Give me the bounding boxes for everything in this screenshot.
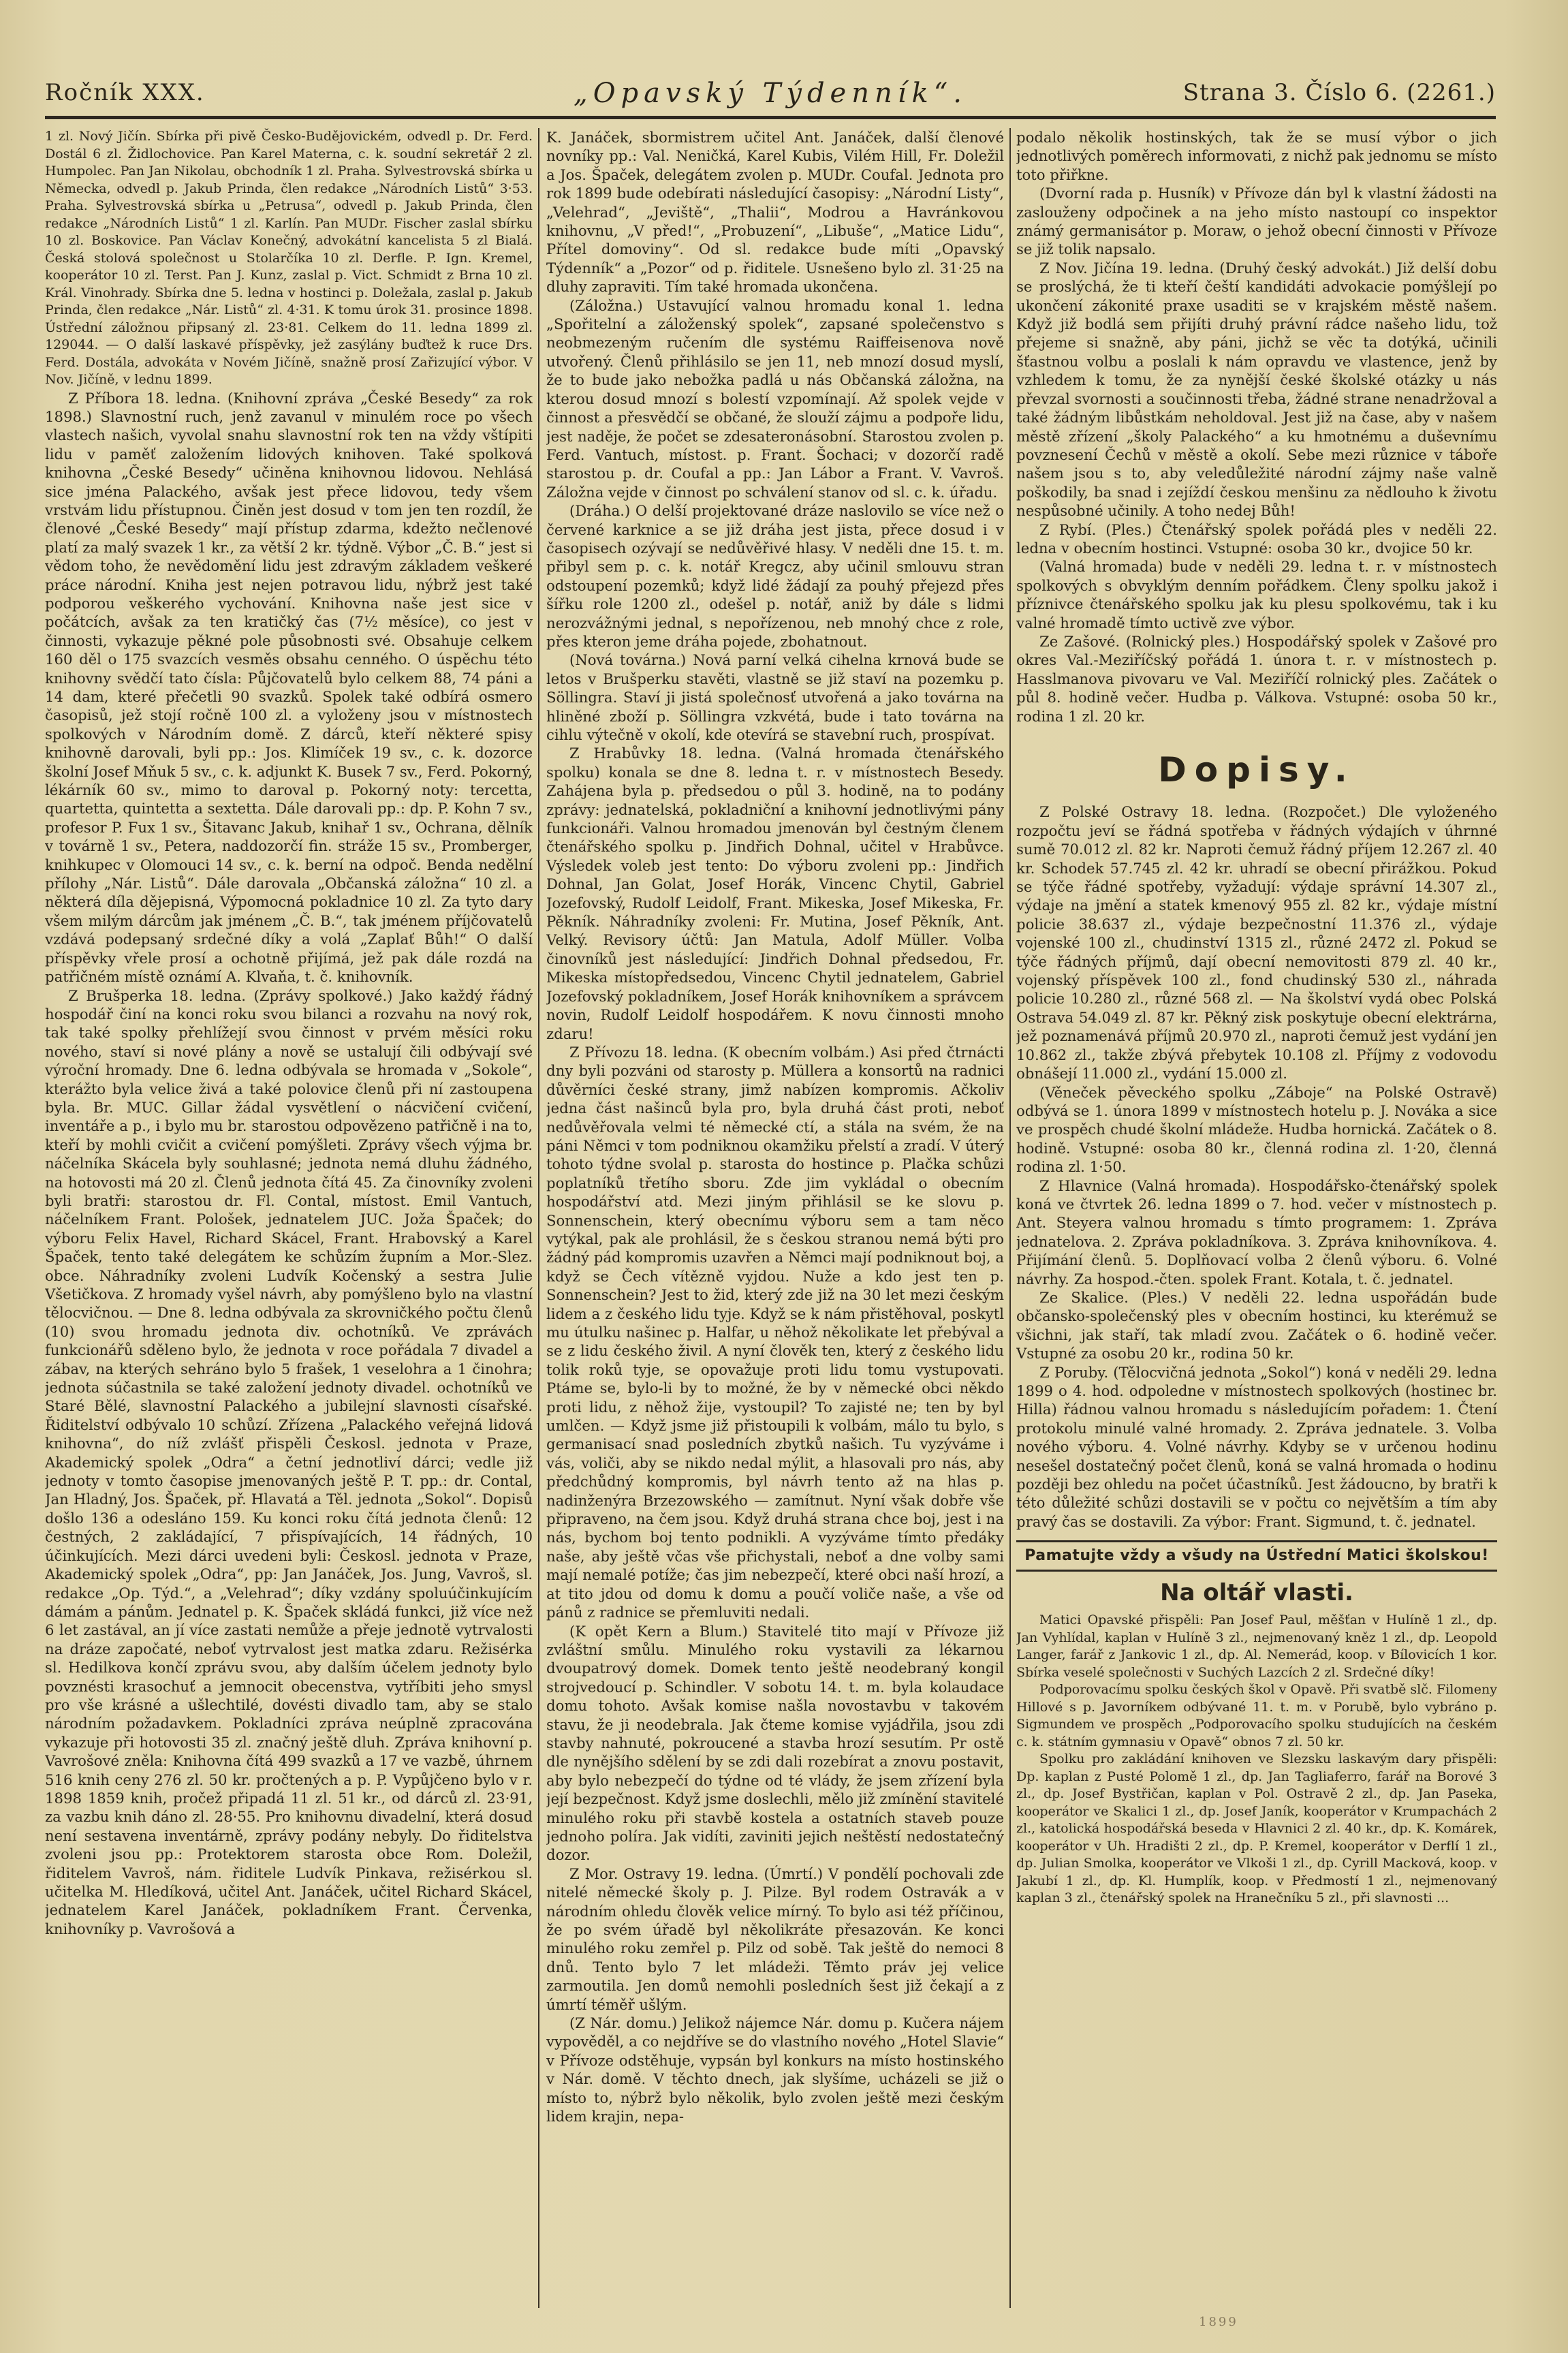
article-paragraph: (Záložna.) Ustavující valnou hromadu konal 1. ledna „Spořitelní a záloženský spolek“, zapsané společenstvo s neobmezeným ručením dle systému Raiffeisenova nově utvořený. Členů přihlásilo se jen 11, neb mnozí dosud myslí, že to bude jako nebožka padlá u nás Občanská záložna, na kterou dosud mnozí s bolestí vzpomínají. Až spolek vejde v činnost a přesvědčí se občané, že slouží zájmu a podpoře lidu, jest naděje, že počet se zdesateronásobní. Starostou zvolen p. Ferd. Vantuch, místost. p. Frant. Šochaci; v dozorčí radě starostou p. dr. Coufal a pp.: Jan Lábor a Frant. V. Vavroš. Záložna vejde v činnost po schválení stanov od sl. c. k. úřadu. bbox=[546, 296, 1004, 501]
article-paragraph: Z Hlavnice (Valná hromada). Hospodářsko-čtenářský spolek koná ve čtvrtek 26. ledna 1899 o 7. hod. večer v místnostech p. Ant. Steyera valnou hromadu s tímto programem: 1. Zpráva jednatelova. 2. Zpráva pokladníkova. 3. Zpráva knihovníkova. 4. Přijímání členů. 5. Doplňovací volba 2 členů výboru. 6. Volné návrhy. Za hospod.-čten. spolek Frant. Kotala, t. č. jednatel. bbox=[1016, 1176, 1497, 1288]
newspaper-title: „Opavský Týdenník“. bbox=[574, 78, 967, 109]
article-paragraph: Podporovacímu spolku českých škol v Opavě. Při svatbě slč. Filomeny Hillové s p. Javorníkem odbývané 11. t. m. v Porubě, bylo vybráno p. Sigmundem ve prospěch „Podporovacího spolku studujících na českém c. k. státním gymnasiu v Opavě“ obnos 7 zl. 50 kr. bbox=[1016, 1682, 1497, 1749]
article-paragraph: (Z Nár. domu.) Jelikož nájemce Nár. domu p. Kučera nájem vypověděl, a co nejdříve se do vlastního nového „Hotel Slavie“ v Přívoze odstěhuje, vypsán byl konkurs na místo hostinského v Nár. domě. V těchto dnech, jak slyšíme, ucházeli se již o místo to, nýbrž bylo několik, bylo zvolen ještě mezi českým lidem krajin, nepa- bbox=[546, 2014, 1004, 2125]
column-1 bbox=[45, 128, 533, 2315]
column-2 bbox=[546, 128, 1004, 2315]
article-paragraph: (Valná hromada) bude v neděli 29. ledna t. r. v místnostech spolkových s obvyklým denním pořádkem. Členy spolku jakož i příznivce čtenářského spolku jak ku plesu spolkovému, tak i ku valné hromadě tímto uctivě zve výbor. bbox=[1016, 558, 1497, 632]
article-paragraph: (K opět Kern a Blum.) Stavitelé tito mají v Přívoze již zvláštní smůlu. Minulého roku vystavili za lékarnou dvoupatrový domek. Domek tento ještě neodebraný kongil strojvedoucí p. Schindler. V sobotu 14. t. m. byla kolaudace domu tohoto. Avšak komise našla novostavbu v takovém stavu, že ji neodebrala. Jak čteme komise vyjádřila, jsou zdi stavby nahnuté, pokroucené a stavba hrozí sesutím. Pr ostě dle nynějšího sdělení by se zdi dali rozebírat a znovu postavit, aby bylo nebezpečí do týdne od té vlády, že jsem zřízení byla její bezpečnost. Když jsme doslechli, mělo již zmínění stavitelé minulého roku při stavbě kostela a ostatních staveb pouze jednoho políra. Jak vidíti, zaviniti jejich neštěstí nedostatečný dozor. bbox=[546, 1622, 1004, 1864]
article-paragraph: Z Příbora 18. ledna. (Knihovní zpráva „České Besedy“ za rok 1898.) Slavnostní ruch, jenž zavanul v minulém roce po všech vlastech našich, vyvolal snahu slavnostní rok ten na vždy vštípiti lidu v paměť založením lidových knihoven. Také spolková knihovna „České Besedy“ učiněna knihovnou lidovou. Nehlásá sice jména Palackého, avšak jest přece lidovou, tedy všem vrstvám lidu přístupnou. Činěn jest dosud v tom jen ten rozdíl, že členové „České Besedy“ mají přístup zdarma, kdežto nečlenové platí za malý svazek 1 kr., za větší 2 kr. týdně. Výbor „Č. B.“ jest si vědom toho, že nevědomění lidu jest zdravým základem veškeré práce národní. Kniha jest nejen potravou lidu, nýbrž jest také podporou veškerého vychování. Knihovna naše jest sice v počátcích, avšak za ten kratičký čas (7½ měsíce), co jest v činnosti, vykazuje pěkné pole působnosti své. Obsahuje celkem 160 děl o 175 svazcích vesměs obsahu cenného. O úspěchu této knihovny svědčí tato čísla: Půjčovatelů bylo celkem 88, 74 páni a 14 dam, které přečetli 90 svazků. Spolek také odbírá osmero časopisů, jež stojí ročně 100 zl. a vyloženy jsou v místnostech spolkových v Národním domě. Z dárců, kteří některé spisy knihovně darovali, byli pp.: Jos. Klimíček 19 sv., c. k. dozorce školní Josef Mňuk 5 sv., c. k. adjunkt K. Busek 7 sv., Ferd. Pokorný, lékárník 60 sv., mimo to daroval p. Pokorný noty: tercetta, quartetta, quintetta a sextetta. Dále darovali pp.: dp. P. Kohn 7 sv., profesor P. Fux 1 sv., Šitavanc Jakub, knihař 1 sv., Ochrana, dělník v továrně 1 sv., Petera, naddozorčí fin. stráže 15 sv., Promberger, knihkupec v Olomouci 14 sv., c. k. berní na odpoč. Benda nedělní přílohy „Nár. Listů“. Dále darovala „Občanská záložna“ 10 zl. a některá díla dějepisná, Výpomocná pokladnice 10 zl. Za tyto dary všem milým dárcům jak jménem „Č. B.“, tak jménem příjčovatelů vzdává podepsaný srdečné díky a volá „Zaplať Bůh!“ O další příspěvky vřele prosí a ochotně přijímá, jež pak dále rozdá na patřičném místě oznámí A. Klvaňa, t. č. knihovník. bbox=[45, 389, 533, 986]
article-paragraph: K. Janáček, sbormistrem učitel Ant. Janáček, další členové novníky pp.: Val. Neničká, Karel Kubis, Vilém Hill, Fr. Doležil a Jos. Špaček, delegátem zvolen p. MUDr. Coufal. Jednota pro rok 1899 bude odebírati následující časopisy: „Národní Listy“, „Velehrad“, „Jeviště“, „Thalii“, Modrou a Havránkovou knihovnu, „V před!“, „Probuzení“, „Libuše“, „Matice Lidu“, Přítel domoviny“. Od sl. redakce bude míti „Opavský Týdenník“ a „Pozor“ od p. řiditele. Usnešeno bylo zl. 31·25 na dluhy zapraviti. Tím také hromada ukončena. bbox=[546, 129, 1004, 296]
matice-notice: Pamatujte vždy a všudy na Ústřední Matici školskou! bbox=[1016, 1540, 1497, 1571]
article-paragraph: (Dráha.) O delší projektované dráze naslovilo se více než o červené karknice a se již dráha jest jista, přece dosud i v časopisech ozývají se nedůvěřivé hlasy. V neděli dne 15. t. m. přibyl sem p. c. k. notář Kregcz, aby učinil smlouvu stran odstoupení pozemků; když lidé žádají za pouhý přejezd přes šířku role 1200 zl., odešel p. notář, aniž by dále s lidmi nerozvážnými jednal, s nepořízenou, neb mnohý chce z role, přes kteron jeme dráha pojede, zbohatnout. bbox=[546, 502, 1004, 650]
article-paragraph: Z Rybí. (Ples.) Čtenářský spolek pořádá ples v neděli 22. ledna v obecním hostinci. Vstupné: osoba 30 kr., dvojice 50 kr. bbox=[1016, 520, 1497, 557]
article-paragraph: Z Hrabůvky 18. ledna. (Valná hromada čtenářského spolku) konala se dne 8. ledna t. r. v místnostech Besedy. Zahájena byla p. předsedou o půl 3. hodině, na to podány zprávy: jednatelská, pokladniční a knihovní jednotlivými pány funkcionáři. Valnou hromadou jmenován byl čestným členem čtenářského spolku p. Jindřich Dohnal, učitel v Hrabůvce. Výsledek voleb jest tento: Do výboru zvoleni pp.: Jindřich Dohnal, Jan Golat, Josef Horák, Vincenc Chytil, Gabriel Jozefovský, Rudolf Leidolf, Frant. Mikeska, Josef Mikeska, Fr. Pěkník. Náhradníky zvoleni: Fr. Mutina, Josef Pěkník, Ant. Velký. Revisory účtů: Jan Matula, Adolf Müller. Volba činovníků jest následující: Jindřich Dohnal předsedou, Fr. Mikeska místopředsedou, Vincenc Chytil jednatelem, Gabriel Jozefovský pokladníkem, Josef Horák knihovníkem a správcem novin, Rudolf Leidolf hospodářem. K novu činnosti mnoho zdaru! bbox=[546, 745, 1004, 1042]
article-paragraph: Z Mor. Ostravy 19. ledna. (Úmrtí.) V pondělí pochovali zde nitelé německé školy p. J. Pilze. Byl rodem Ostravák a v národním ohledu člověk velice mírný. To bylo asi též příčinou, že po svém úřadě byl několikráte přesazován. Ke konci minulého roku zemřel p. Pilz od sobě. Tak ještě do nemoci 8 dnů. Tento bylo 7 let mládeži. Těmto práv jej velice zarmoutila. Jen domů nemohli posledních šest již čekají a z úmrtí téměř ušlým. bbox=[546, 1865, 1004, 2013]
article-paragraph: Z Nov. Jičína 19. ledna. (Druhý český advokát.) Již delší dobu se proslýchá, že ti kteří čeští kandidáti advokacie pomýšlejí po ukončení zákonité praxe usaditi se v krajském městě našem. Když již bodlá sem přijíti druhý právní rádce našeho lidu, tož přejeme si snažně, aby páni, jichž se věc ta dotýká, učinili šťastnou volbu a poslali k nám opravdu ve vlastence, jenž by vzhledem k tomu, že za nynější české školské otázky u nás převzal svornosti a součinnosti třeba, žádné strane nenadržoval a také žádným libůstkám neholdoval. Jest již na čase, aby v našem městě zřízení „školy Palackého“ a ku hmotnému a duševnímu povznesení Čechů v městě a okolí. Sebe mezi různice v táboře našem jsou s to, aby veledůležité národní zájmy naše valně poškodily, ba snad i zejíždí českou menšinu za nědlouho k životu nespůsobné učinily. A toho nedej Bůh! bbox=[1016, 259, 1497, 520]
article-paragraph: Z Poruby. (Tělocvičná jednota „Sokol“) koná v neděli 29. ledna 1899 o 4. hod. odpoledne v místnostech spolkových (hostinec br. Hilla) řádnou valnou hromadu s následujícím pořadem: 1. Čtení protokolu minulé valné hromady. 2. Zpráva jednatele. 3. Volba nového výboru. 4. Volné návrhy. Kdyby se v určenou hodinu nesešel dostatečný počet členů, koná se valná hromada o hodinu později bez ohledu na počet účastníků. Jest žádoucno, by bratři k této důležité schůzi dostavili se v počtu co největším a tím aby pravý čas se dostavili. Za výbor: Frant. Sigmund, t. č. jednatel. bbox=[1016, 1363, 1497, 1530]
article-paragraph: Spolku pro zakládání knihoven ve Slezsku laskavým dary přispěli: Dp. kaplan z Pusté Polomě 1 zl., dp. Jan Tagliaferro, farář na Borové 3 zl., dp. Josef Bystřičan, kaplan v Pol. Ostravě 2 zl., dp. Jan Paseka, kooperátor ve Skalici 1 zl., dp. Josef Janík, kooperátor v Krumpachách 2 zl., katolická hospodářská beseda v Hlavnici 2 zl. 40 kr., dp. K. Komárek, kooperátor v Uh. Hradišti 2 zl., dp. P. Kremel, kooperátor v Derflí 1 zl., dp. Julian Smolka, kooperátor ve Vlkoši 1 zl., dp. Cyrill Macková, koop. v Jakubí 1 zl., dp. Kl. Humplík, koop. v Předmostí 1 zl., nejmenovaný kaplan 3 zl., čtenářský spolek na Hranečníku 5 zl., při slavnosti ... bbox=[1016, 1751, 1497, 1906]
article-paragraph: Ze Skalice. (Ples.) V neděli 22. ledna uspořádán bude občansko-společenský ples v obecním hostinci, ku kterémuž se všichni, jak staří, tak mladí zvou. Začátek o 6. hodině večer. Vstupné za osobu 20 kr., rodina 50 kr. bbox=[1016, 1288, 1497, 1362]
local-news-section bbox=[1016, 128, 1497, 726]
letters-section bbox=[1016, 802, 1497, 1531]
volume-label: Ročník XXX. bbox=[45, 79, 205, 106]
page-number-label: Strana 3. Číslo 6. (2261.) bbox=[1182, 79, 1496, 106]
article-paragraph: Z Přívozu 18. ledna. (K obecním volbám.) Asi před čtrnácti dny byli pozváni od starosty p. Müllera a konsortů na radnici důvěrníci české strany, jimž nabízen kompromis. Ačkoliv jedna část našinců byla pro, byla druhá část proti, neboť nedůvěřovala velmi té německé ctí, a stála na svém, že na páni Němci v tom podniknou okamžiku přelstí a zradí. V úterý tohoto týdne svolal p. starosta do hostince p. Plačka schůzi poplatníků třetího sboru. Zde jim vykládal o obecním hospodářství atd. Mezi jiným přihlásil se ke slovu p. Sonnenschein, který obecnímu výboru sem a tam něco vytýkal, pak ale prohlásil, že s českou stranou nemá býti pro žádný pád kompromis uzavřen a Němci mají podniknout boj, a když se Čech vítězně vyjdou. Nuže a kdo jest ten p. Sonnenschein? Jest to žid, který zde již na 30 let mezi českým lidem a z českého lidu tyje. Když se k nám přistěhoval, poskytl mu útulku našinec p. Halfar, u něhož několikate let přebýval a se z lidu českého živil. A nyní člověk ten, který z českého lidu tolik roků tyje, se opovažuje proti lidu tomu vystupovati. Ptáme se, bylo-li by to možné, že by v německé obci někdo proti lidu, z něhož žije, vystoupil? To zajisté ne; ten by byl umlčen. — Když jsme již přistoupili k volbám, málo tu bylo, s germanisací snad posledních zbytků našich. Tu vyzýváme i vás, voliči, aby se nikdo nedal mýlit, a hlasovali pro nás, aby předchůdný kompromis, byl návrh tento až na hlas p. nadinženýra Brzezowského — zamítnut. Nyní však dobře vše připraveno, na čem jsou. Když druhá strana chce boj, jest i na nás, bychom boj tento podnikli. A vyzýváme tímto předáky naše, aby ještě včas vše přichystali, neboť a dne volby sami mají nemalé potíže; čas jim nebezpečí, které obci naší hrozí, a at tito jdou od domu k domu a poučí voliče naše, a vše od pánů z radnice se přemluviti nedali. bbox=[546, 1043, 1004, 1621]
column-divider bbox=[538, 128, 539, 2308]
column-divider bbox=[1009, 128, 1011, 2308]
article-paragraph: Z Polské Ostravy 18. ledna. (Rozpočet.) Dle vyloženého rozpočtu jeví se řádná spotřeba v řádných výdajích v úhrnné sumě 70.012 zl. 82 kr. Naproti čemuž řádný příjem 12.267 zl. 40 kr. Schodek 57.745 zl. 42 kr. uhradí se obecní přirážkou. Pokud se týče řádné spotřeby, vyžadují: výdaje správní 14.307 zl., výdaje na jmění a statek kmenový 955 zl. 82 kr., výdaje místní policie 38.637 zl., výdaje bezpečnostní 11.376 zl., výdaje vojenské 100 zl., chudinství 1315 zl., různé 2472 zl. Pokud se týče řádných příjmů, dají obecní nemovitosti 879 zl. 40 kr., vojenský příspěvek 100 zl., fond chudinský 530 zl., náhrada policie 10.280 zl., různé 568 zl. — Na školství vydá obec Polská Ostrava 54.049 zl. 87 kr. Pěkný zisk poskytuje obecní elektrárna, jež poznamenává příjmů 20.970 zl., naproti čemuž jest vydání jen 10.862 zl., takže zbývá přebytek 10.108 zl. Příjmy z vodovodu obnášejí 11.000 zl., vydání 15.000 zl. bbox=[1016, 803, 1497, 1082]
article-paragraph: podalo několik hostinských, tak že se musí výbor o jich jednotlivých poměrech informovati, z nichž pak jednomu se místo toto přiřkne. bbox=[1016, 129, 1497, 183]
article-paragraph: (Nová továrna.) Nová parní velká cihelna krnová bude se letos v Brušperku stavěti, vlastně se již staví na pozemku p. Söllingra. Staví ji jistá společnosť utvořená a jako továrna na hliněné zboží p. Söllingra vzkvétá, bude i tato továrna na cihlu výtečně v okolí, kde otevírá se stavební ruch, prospívat. bbox=[546, 651, 1004, 743]
article-paragraph: Matici Opavské přispěli: Pan Josef Paul, měšťan v Hulíně 1 zl., dp. Jan Vyhlídal, kaplan v Hulíně 3 zl., nejmenovaný kněz 1 zl., dp. Leopold Langer, farář z Jankovic 1 zl., dp. Al. Nemerád, koop. v Bílovicích 1 kor. Sbírka veselé společnosti v Suchých Lazcích 2 zl. Srdečné díky! bbox=[1016, 1612, 1497, 1680]
dopisy-heading: Dopisy. bbox=[1158, 750, 1355, 790]
footer-mark: 1899 bbox=[1199, 2315, 1238, 2329]
article-paragraph: (Dvorní rada p. Husník) v Přívoze dán byl k vlastní žádosti na zaslouženy odpočinek a na jeho místo nastoupí co inspektor známý germanisátor p. Moraw, o jehož obecní činnosti v Přívoze se již tolik napsalo. bbox=[1016, 185, 1497, 258]
article-paragraph: 1 zl. Nový Jičín. Sbírka při pivě Česko-Budějovickém, odvedl p. Dr. Ferd. Dostál 6 zl. Židlochovice. Pan Karel Materna, c. k. soudní sekretář 2 zl. Humpolec. Pan Jan Nikolau, obchodník 1 zl. Praha. Sylvestrovská sbírka u Německa, odvedl p. Jakub Prinda, člen redakce „Národních Listů“ 3·53. Praha. Sylvestrovská sbírka u „Petrusa“, odvedl p. Jakub Prinda, člen redakce „Národních Listů“ 1 zl. Karlín. Pan MUDr. Fischer zaslal sbírku 10 zl. Boskovice. Pan Václav Konečný, advokátní kancelista 5 zl Bialá. Česká stolová společnost u Stolarčíka 10 zl. Derfle. P. Ign. Kremel, kooperátor 10 zl. Terst. Pan J. Kunz, zaslal p. Vict. Schmidt z Brna 10 zl. Král. Vinohrady. Sbírka dne 5. ledna v hostinci p. Doležala, zaslal p. Jakub Prinda, člen redakce „Nár. Listů“ zl. 4·31. K tomu úrok 31. prosince 1898. Ústřední záložnou připsaný zl. 23·81. Celkem do 11. ledna 1899 zl. 129044. — O další laskavé příspěvky, jež zasýlány buďtež k ruce Drs. Ferd. Dostála, advokáta v Novém Jičíně, snažně prosí Zařizující výbor. V Nov. Jičíně, v lednu 1899. bbox=[45, 129, 533, 387]
donations-section bbox=[1016, 1612, 1497, 1907]
article-paragraph: Z Brušperka 18. ledna. (Zprávy spolkové.) Jako každý řádný hospodář činí na konci roku svou bilanci a rozvahu na nový rok, tak také spolky přehlížejí svou činnost v prvém měsíci roku nového, staví si nové plány a nově se ustalují čili odbývají své výroční hromady. Dne 6. ledna odbývala se hromada v „Sokole“, kterážto byla velice živá a také polovice členů při ní zastoupena byla. Br. MUC. Gillar žádal vysvětlení o nácvičení cvičení, inventáře a p., i bylo mu br. starostou odpovězeno patřičně i na to, kteří by mohli cvičit a cvičení pomýšleti. Zprávy všech výjma br. náčelníka Skácela byly souhlasné; jednota nemá dluhu žádného, na hotovosti má 20 zl. Členů jednota čítá 45. Za činovníky zvoleni byli bratři: starostou dr. Fl. Contal, místost. Emil Vantuch, náčelníkem Frant. Pološek, jednatelem JUC. Joža Špaček; do výboru Felix Havel, Richard Skácel, Frant. Hrabovský a Karel Špaček, tento také delegátem ke schůzím župním a Mor.-Slez. obce. Náhradníky zvoleni Ludvík Kočenský a sestra Julie Všetičkova. Z hromady vyšel návrh, aby pomýšleno bylo na vlastní tělocvičnou. — Dne 8. ledna odbývala za skrovničkého počtu členů (10) svou hromadu jednota div. ochotníků. Ve zprávách funkcionářů sděleno bylo, že jednota v roce pořádala 7 divadel a zábav, na kterých sehráno bylo 5 frašek, 1 veselohra a 1 činohra; jednota súčastnila se také založení jednoty divadel. ochotníků ve Staré Bělé, slavnostní Palackého a jubilejní slavnosti císařské. Řiditelství odbývalo 10 schůzí. Zřízena „Palackého veřejná lidová knihovna“, do níž zvlášť přispěli Českosl. jednota v Praze, Akademický spolek „Odra“ a četní jednotliví dárci; vedle již jednoty v tomto časopise jmenovaných ještě P. T. pp.: dr. Contal, Jan Hladný, Jos. Špaček, př. Hlavatá a Těl. jednota „Sokol“. Dopisů došlo 136 a odesláno 159. Ku konci roku čítá jednota členů: 12 čestných, 2 zakládající, 7 přispívajících, 14 řádných, 10 účinkujících. Mezi dárci uvedeni byli: Českosl. jednota v Praze, Akademický spolek „Odra“, pp: Jan Janáček, Jos. Jung, Vavroš, sl. redakce „Op. Týd.“, a „Velehrad“; díky vzdány spoluúčinkujícím dámám a pánům. Jednatel p. K. Špaček skládá funkci, již více než 6 let zastával, an jí více zastati nemůže a přeje jednotě vytrvalosti na dráze započaté, neboť vytrvalost jest matka zdaru. Režisérka sl. Hedilkova končí zprávu svou, aby dalším účelem jednoty bylo povznésti krasochuť a jemnocit obecenstva, vytříbiti jeho smysl pro vše krásné a ušlechtilé, dovésti divadlo tam, aby se stalo národním požadavkem. Pokladníci zpráva neúplně zpracována vykazuje při hotovosti 35 zl. značný ještě dluh. Zpráva knihovní p. Vavrošové zněla: Knihovna čítá 499 svazků a 17 ve vazbě, úhrnem 516 knih ceny 276 zl. 50 kr. pročtených a p. P. Vypůjčeno bylo v r. 1898 1859 knih, pročež připadá 11 zl. 51 kr., od dárců zl. 23·91, za vazbu knih dáno zl. 28·55. Pro knihovnu divadelní, která dosud není sestavena inventárně, zprávy podány nebyly. Do řiditelstva zvoleni jsou pp.: Protektorem starosta obce Rom. Doležil, řiditelem Vavroš, nám. řiditele Ludvík Pinkava, režisérkou sl. učitelka M. Hledíková, učitel Ant. Janáček, učitel Richard Skácel, jednatelem Karel Janáček, pokladníkem Frant. Červenka, knihovníky p. Vavrošová a bbox=[45, 986, 533, 1937]
article-paragraph: Ze Zašové. (Rolnický ples.) Hospodářský spolek v Zašové pro okres Val.-Meziříčský pořádá 1. února t. r. v místnostech p. Hasslmanova pivovaru ve Val. Meziříčí rolnický ples. Začátek o půl 8. hodině večer. Hudba p. Válkova. Vstupné: osoba 50 kr., rodina 1 zl. 20 kr. bbox=[1016, 632, 1497, 725]
page-header bbox=[45, 68, 1496, 119]
altar-heading: Na oltář vlasti. bbox=[1160, 1578, 1353, 1606]
article-paragraph: (Věneček pěveckého spolku „Záboje“ na Polské Ostravě) odbývá se 1. února 1899 v místnostech hotelu p. J. Nováka a sice ve prospěch chudé školní mládeže. Hudba hornická. Začátek o 8. hodině. Vstupné: osoba 80 kr., členná rodina zl. 1·20, členná rodina zl. 1·50. bbox=[1016, 1083, 1497, 1176]
column-3 bbox=[1016, 128, 1497, 2315]
